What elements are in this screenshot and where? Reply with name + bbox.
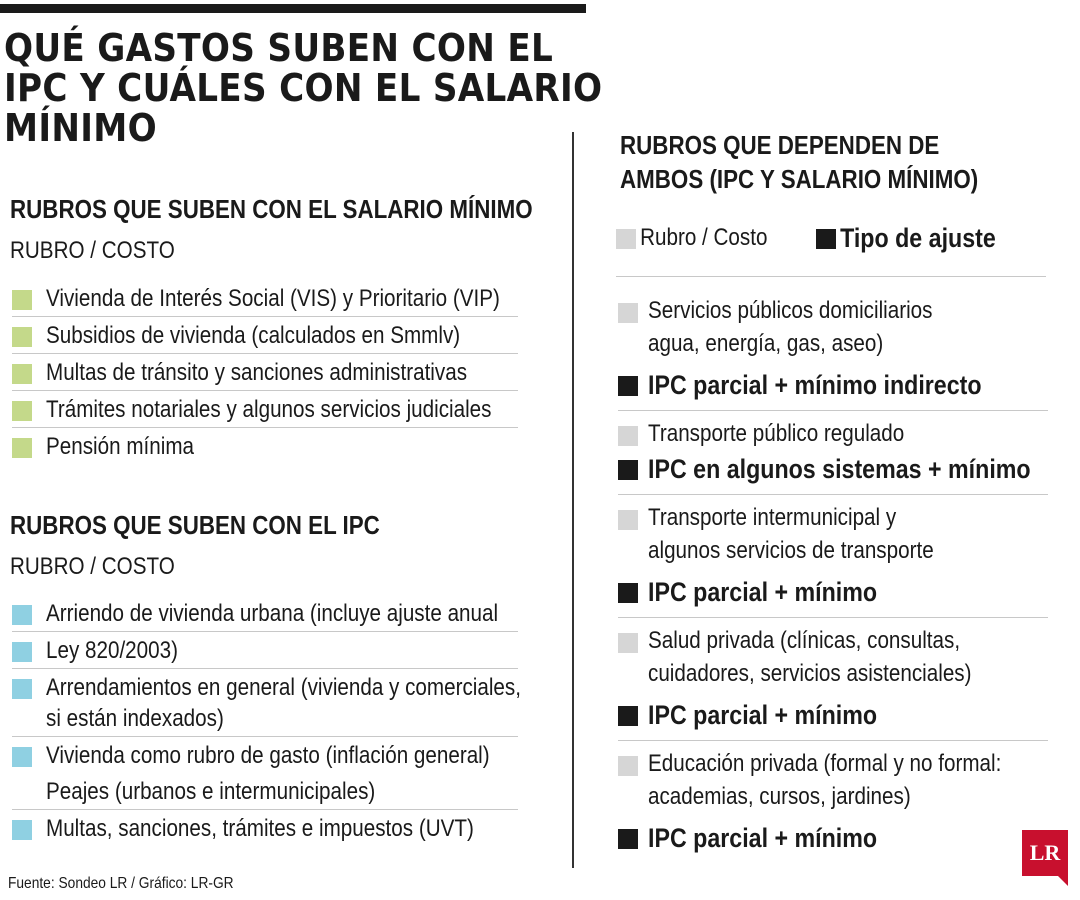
list-item: Vivienda como rubro de gasto (inflación general)	[12, 737, 518, 773]
source-footer: Fuente: Sondeo LR / Gráfico: LR-GR	[8, 875, 234, 892]
list-item: Arriendo de vivienda urbana (incluye ajuste anual	[12, 595, 518, 632]
list-item: Peajes (urbanos e intermunicipales)	[12, 773, 518, 810]
black-square-icon	[618, 706, 638, 726]
list-item: Arrendamientos en general (vivienda y comerciales, si están indexados)	[12, 669, 518, 737]
green-square-icon	[12, 290, 32, 310]
gray-square-icon	[618, 756, 638, 776]
rubro-name: Transporte público regulado	[618, 417, 1048, 450]
lr-logo: LR	[1022, 830, 1068, 876]
tipo-ajuste: IPC parcial + mínimo	[618, 573, 1048, 611]
blue-square-icon	[12, 747, 32, 767]
blue-square-icon	[12, 642, 32, 662]
list-item	[618, 410, 1048, 494]
section-both-title-line1: RUBROS QUE DEPENDEN DE	[620, 130, 940, 160]
list-item: Vivienda de Interés Social (VIS) y Prioritario (VIP)	[12, 280, 518, 317]
green-square-icon	[12, 327, 32, 347]
list-item: Subsidios de vivienda (calculados en Smmlv)	[12, 317, 518, 354]
section-minimo-column-label: RUBRO / COSTO	[10, 237, 175, 264]
rubro-name: Servicios públicos domiciliarios agua, energía, gas, aseo)	[618, 294, 1048, 360]
minimo-list	[12, 280, 518, 464]
section-ipc-column-label: RUBRO / COSTO	[10, 553, 175, 580]
rubro-name: Transporte intermunicipal y algunos servicios de transporte	[618, 501, 1048, 567]
ipc-list	[12, 595, 521, 846]
gray-square-icon	[618, 426, 638, 446]
list-item	[618, 288, 1048, 410]
blue-square-icon	[12, 605, 32, 625]
list-item: Ley 820/2003)	[12, 632, 518, 669]
rubro-name: Educación privada (formal y no formal: academias, cursos, jardines)	[618, 747, 1048, 813]
rubro-name: Salud privada (clínicas, consultas, cuidadores, servicios asistenciales)	[618, 624, 1048, 690]
page-title: QUÉ GASTOS SUBEN CON EL IPC Y CUÁLES CON EL SALARIO MÍNIMO	[4, 26, 603, 150]
section-ipc-title: RUBROS QUE SUBEN CON EL IPC	[10, 510, 380, 540]
black-square-icon	[618, 829, 638, 849]
column-divider	[572, 132, 574, 868]
list-item	[618, 740, 1048, 863]
section-minimo-title: RUBROS QUE SUBEN CON EL SALARIO MÍNIMO	[10, 194, 533, 224]
list-item: Pensión mínima	[12, 428, 518, 464]
list-item: Trámites notariales y algunos servicios judiciales	[12, 391, 518, 428]
black-square-icon	[618, 376, 638, 396]
section-both-title-line2: AMBOS (IPC Y SALARIO MÍNIMO)	[620, 164, 979, 194]
legend-divider	[616, 276, 1046, 277]
list-item: Multas, sanciones, trámites e impuestos (UVT)	[12, 810, 518, 846]
gray-square-icon	[618, 303, 638, 323]
gray-square-icon	[618, 510, 638, 530]
list-item: Multas de tránsito y sanciones administrativas	[12, 354, 518, 391]
green-square-icon	[12, 401, 32, 421]
list-item	[618, 617, 1048, 740]
black-square-icon	[618, 460, 638, 480]
legend-rubro: Rubro / Costo	[616, 222, 792, 254]
tipo-ajuste: IPC parcial + mínimo indirecto	[618, 366, 1048, 404]
list-item	[618, 494, 1048, 617]
tipo-ajuste: IPC parcial + mínimo	[618, 819, 1048, 857]
black-square-icon	[618, 583, 638, 603]
green-square-icon	[12, 438, 32, 458]
legend-tipo: Tipo de ajuste	[816, 222, 1025, 254]
tipo-ajuste: IPC en algunos sistemas + mínimo	[618, 450, 1048, 488]
top-rule	[0, 4, 586, 13]
blue-square-icon	[12, 820, 32, 840]
green-square-icon	[12, 364, 32, 384]
both-list	[618, 288, 1048, 863]
blue-square-icon	[12, 679, 32, 699]
gray-square-icon	[618, 633, 638, 653]
tipo-ajuste: IPC parcial + mínimo	[618, 696, 1048, 734]
